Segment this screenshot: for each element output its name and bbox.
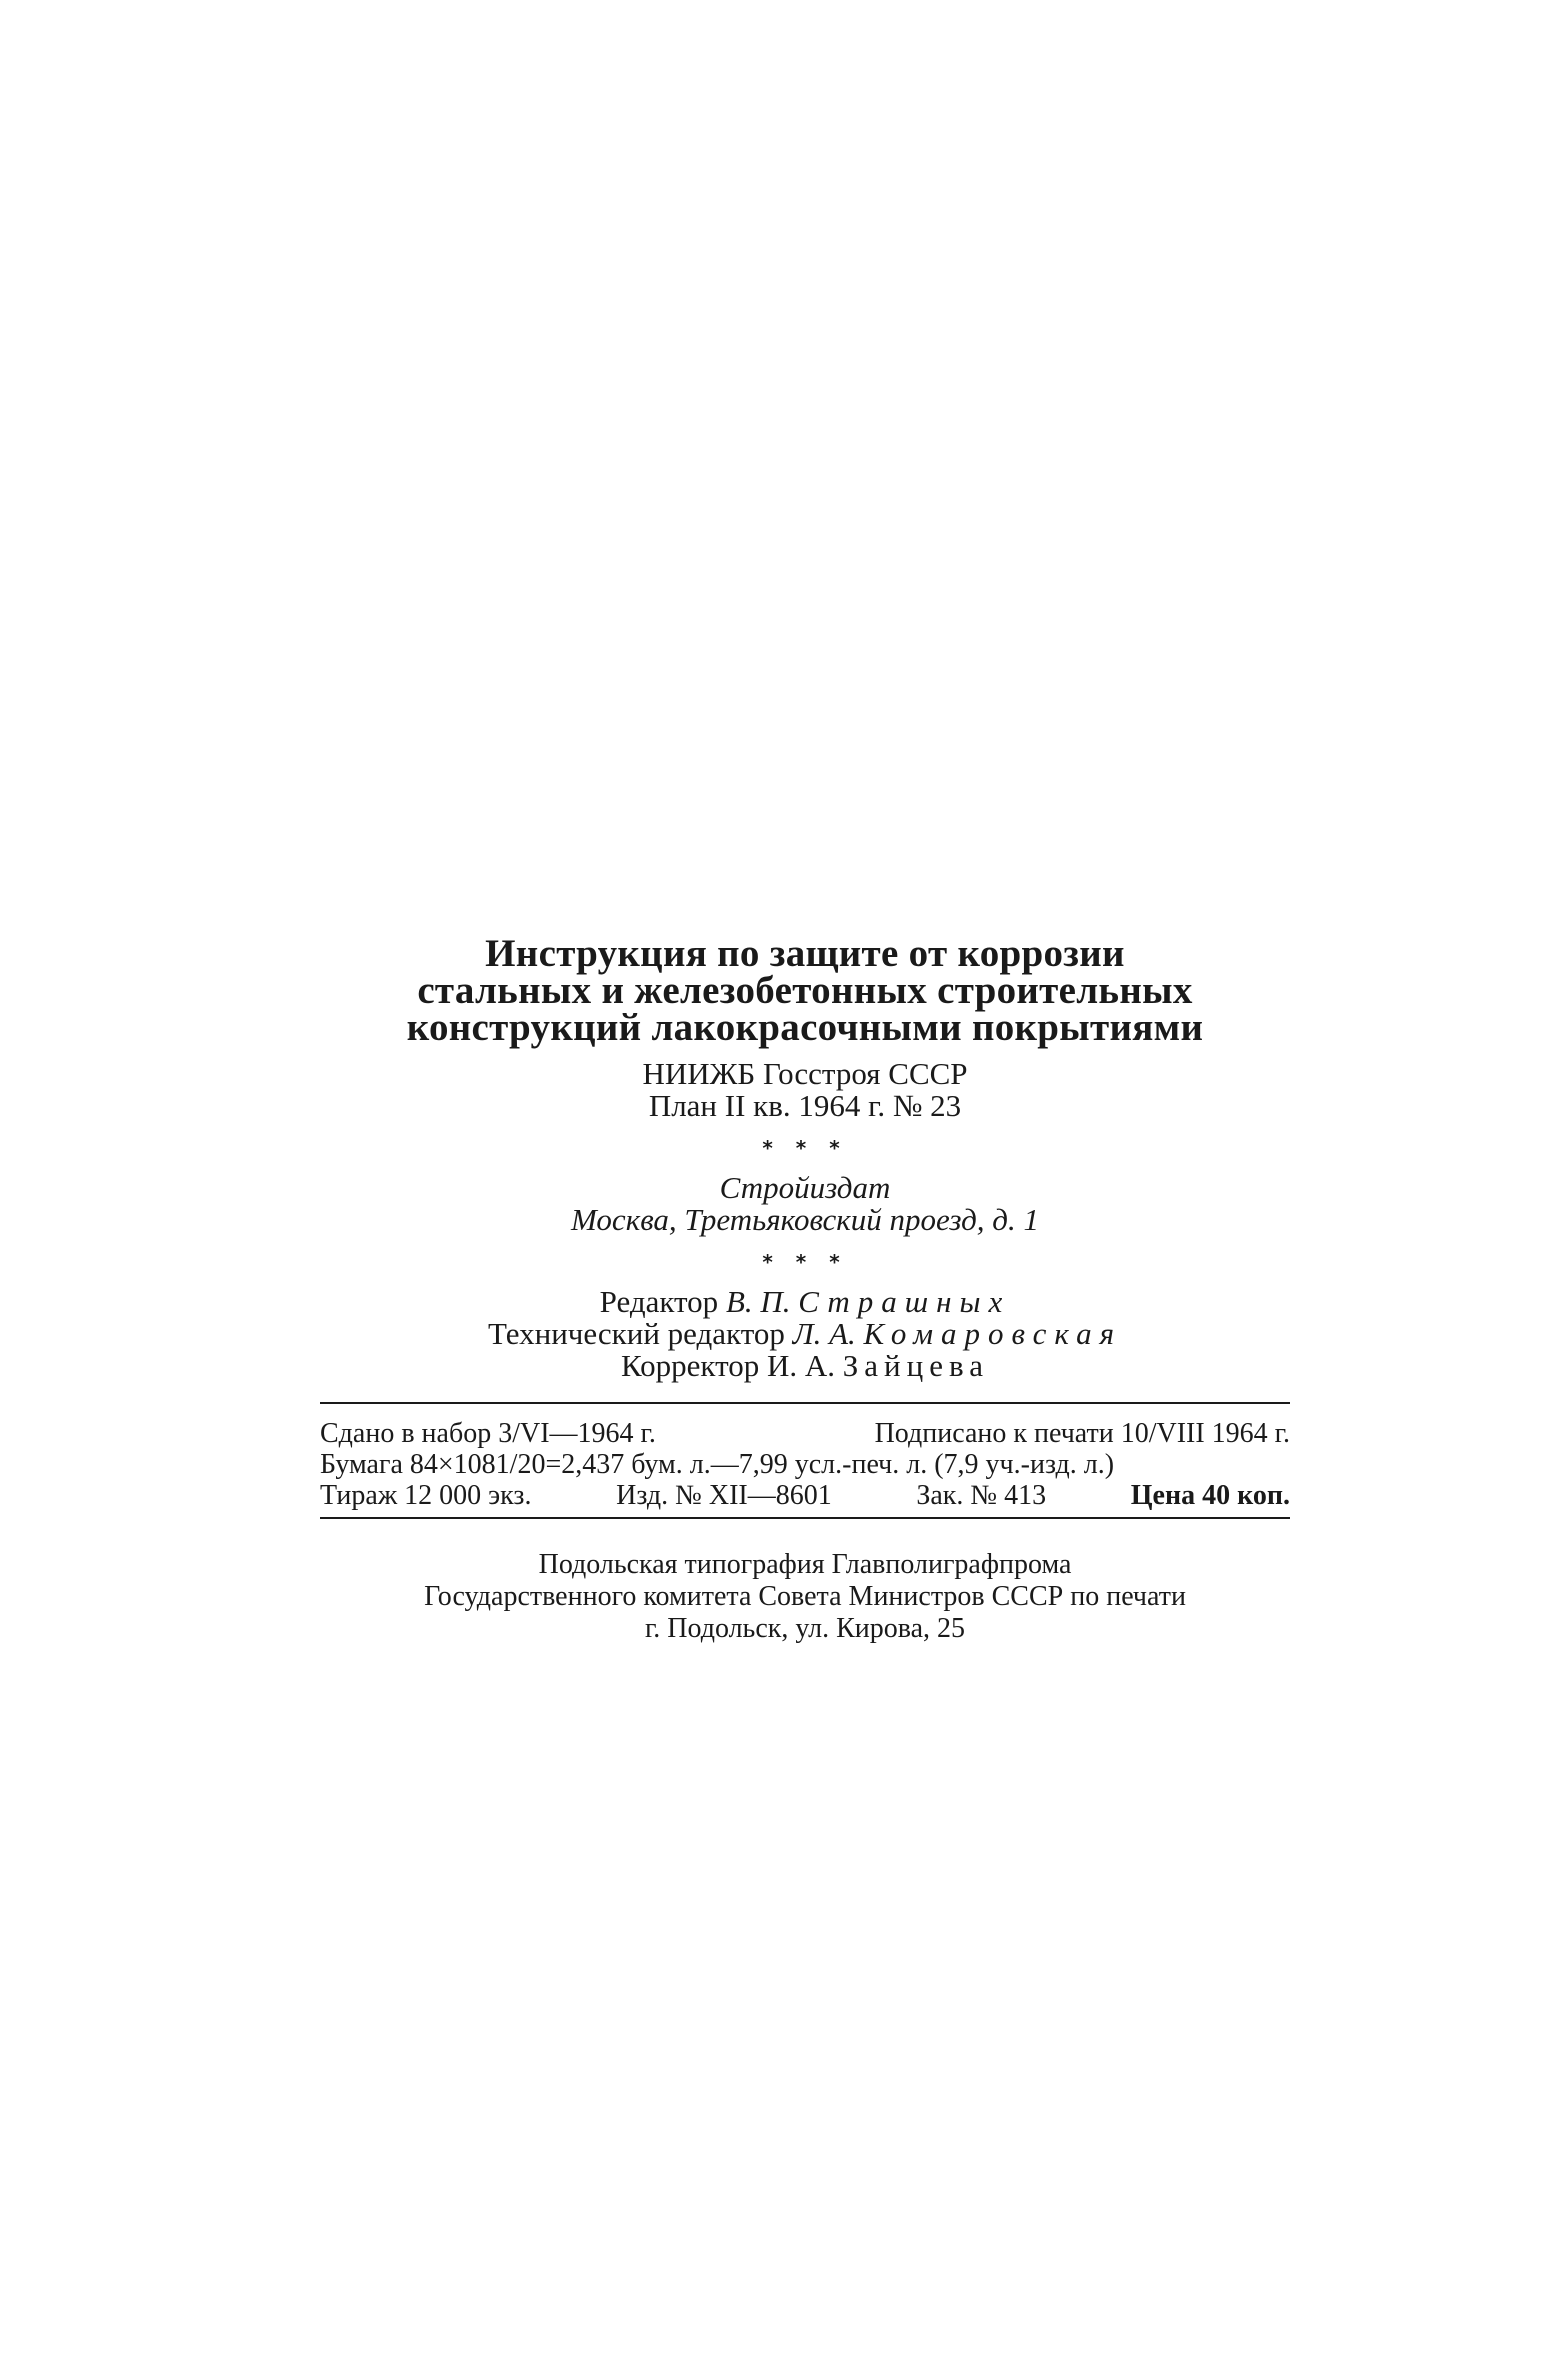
organization-block <box>320 1058 1290 1122</box>
editor-initials: В. П. <box>725 1284 791 1319</box>
imprint-bottom-rule <box>320 1517 1290 1519</box>
publication-plan: План II кв. 1964 г. № 23 <box>648 1088 962 1123</box>
organization: НИИЖБ Госстроя СССР <box>642 1056 968 1091</box>
print-run: Тираж 12 000 экз. <box>320 1480 532 1511</box>
imprint-block <box>320 1404 1290 1517</box>
printer-line-2: Государственного комитета Совета Министров СССР по печати <box>424 1581 1186 1612</box>
separator-stars-2: * * * <box>762 1250 848 1274</box>
publisher-name: Стройиздат <box>719 1170 891 1205</box>
editor-line <box>320 1286 1290 1318</box>
edition-number: Изд. № XII—8601 <box>616 1480 832 1511</box>
proofreader-line <box>320 1350 1290 1382</box>
price: Цена 40 коп. <box>1130 1480 1290 1511</box>
printer-line-1: Подольская типография Главполиграфпрома <box>538 1549 1072 1580</box>
proofreader-initials: И. А. <box>766 1348 835 1383</box>
title-line-1: Инструкция по защите от коррозии <box>485 932 1125 975</box>
imprint-row-3 <box>320 1480 1290 1511</box>
order-number: Зак. № 413 <box>916 1480 1047 1511</box>
separator-stars: * * * <box>762 1136 848 1160</box>
document-title <box>320 932 1290 1049</box>
paper-specs: Бумага 84×1081/20=2,437 бум. л.—7,99 усл.-печ. л. (7,9 уч.-изд. л.) <box>320 1449 1115 1480</box>
proofreader-label: Корректор <box>621 1348 760 1383</box>
typeset-date: Сдано в набор 3/VI—1964 г. <box>320 1418 656 1449</box>
editor-surname: Страшных <box>798 1284 1011 1319</box>
imprint-row-1 <box>320 1418 1290 1449</box>
printer-block <box>320 1549 1290 1645</box>
editor-label: Редактор <box>599 1284 719 1319</box>
tech-editor-surname: Комаровская <box>863 1316 1122 1351</box>
signed-to-print-date: Подписано к печати 10/VIII 1964 г. <box>874 1418 1290 1449</box>
credits-block <box>320 1286 1290 1382</box>
imprint-row-2 <box>320 1449 1290 1480</box>
title-line-2: стальных и железобетонных строительных <box>417 969 1193 1012</box>
colophon <box>320 932 1290 1645</box>
tech-editor-initials: Л. А. <box>792 1316 856 1351</box>
tech-editor-line <box>320 1318 1290 1350</box>
proofreader-surname: Зайцева <box>842 1348 989 1383</box>
title-line-3: конструкций лакокрасочными покрытиями <box>406 1006 1204 1049</box>
printer-line-3: г. Подольск, ул. Кирова, 25 <box>644 1613 966 1644</box>
publisher-block <box>320 1172 1290 1236</box>
publisher-address: Москва, Третьяковский проезд, д. 1 <box>571 1202 1039 1237</box>
tech-editor-label: Технический редактор <box>488 1316 785 1351</box>
